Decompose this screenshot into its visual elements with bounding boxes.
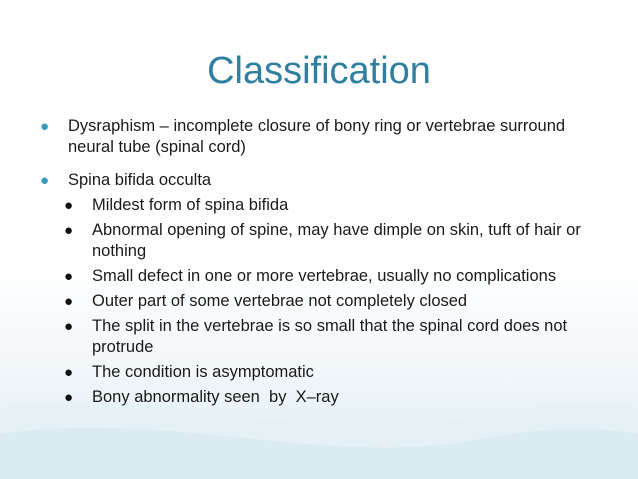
sub-bullet-icon: ●: [64, 318, 74, 335]
slide-title: Classification: [207, 50, 431, 92]
sub-bullet-icon: ●: [64, 197, 74, 214]
sub-bullet-icon: ●: [64, 293, 74, 310]
bullet-text: Dysraphism – incomplete closure of bony ring or vertebrae surround neural tube (spinal cord): [68, 117, 566, 156]
sub-bullet-icon: ●: [64, 364, 74, 381]
sub-bullet-text: Outer part of some vertebrae not completely closed: [92, 292, 468, 310]
sub-bullet-item: [64, 266, 600, 287]
sub-bullet-text: Abnormal opening of spine, may have dimple on skin, tuft of hair or nothing: [92, 221, 581, 260]
slide-content: [40, 116, 600, 412]
sub-bullet-text: Mildest form of spina bifida: [92, 196, 289, 214]
bullet-item: [40, 116, 600, 158]
sub-bullet-text: The split in the vertebrae is so small that the spinal cord does not protrude: [92, 317, 568, 356]
bullet-icon: ●: [40, 118, 50, 135]
sub-bullet-item: [64, 316, 600, 358]
sub-bullet-item: [64, 291, 600, 312]
sub-bullet-text: Bony abnormality seen by X–ray: [92, 388, 339, 406]
sub-bullet-icon: ●: [64, 268, 74, 285]
bullet-icon: ●: [40, 172, 50, 189]
sub-bullet-icon: ●: [64, 389, 74, 406]
bullet-text: Spina bifida occulta: [68, 171, 212, 189]
sub-bullet-text: Small defect in one or more vertebrae, usually no complications: [92, 267, 557, 285]
sub-bullet-item: [64, 195, 600, 216]
sub-bullet-item: [64, 362, 600, 383]
sub-bullet-item: [64, 220, 600, 262]
sub-bullet-icon: ●: [64, 222, 74, 239]
bullet-item: [40, 170, 600, 191]
sub-bullet-text: The condition is asymptomatic: [92, 363, 314, 381]
sub-bullet-item: [64, 387, 600, 408]
